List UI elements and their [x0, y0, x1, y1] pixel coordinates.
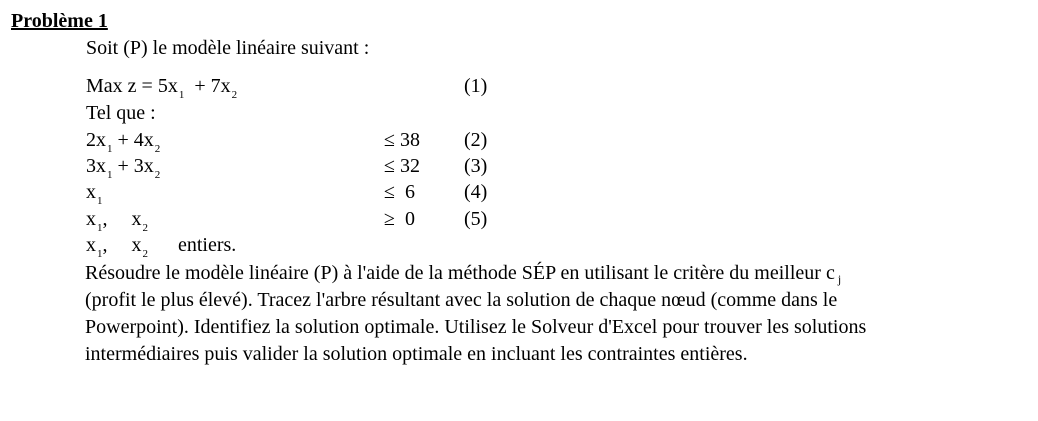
paragraph-line: (profit le plus élevé). Tracez l'arbre résultant avec la solution de chaque nœud (comme dans le — [85, 289, 838, 311]
constraint-expression — [86, 207, 148, 234]
equation-number: (5) — [464, 208, 488, 230]
constraint-relation: ≤ 32 — [384, 155, 420, 177]
constraint-expression — [86, 154, 160, 181]
integer-label: entiers. — [178, 234, 237, 256]
subscript: 2 — [154, 169, 161, 181]
term: 2x — [86, 129, 106, 151]
subscript: 1 — [107, 169, 113, 181]
constraint-relation: ≥ 0 — [384, 208, 415, 230]
term: 3x — [86, 155, 106, 177]
constraint-expression — [86, 233, 236, 260]
tel-que-text: Tel que : — [86, 102, 156, 124]
subscript: 1 — [97, 222, 103, 234]
constraint-relation: ≤ 38 — [384, 129, 420, 151]
equation-number: (1) — [464, 75, 488, 97]
paragraph-line — [85, 260, 985, 287]
term: + 3x — [112, 155, 154, 177]
instructions-paragraph — [85, 260, 985, 368]
subscript: 1 — [178, 89, 185, 101]
paragraph-line: intermédiaires puis valider la solution optimale en incluant les contraintes entières. — [85, 343, 748, 365]
constraint-relation: ≤ 6 — [384, 181, 415, 203]
objective-mid: + 7x — [184, 75, 231, 97]
equation-number: (4) — [464, 181, 488, 203]
subscript: 2 — [231, 89, 238, 101]
problem-title: Problème 1 — [11, 10, 108, 32]
paragraph-line: Powerpoint). Identifiez la solution optimale. Utilisez le Solveur d'Excel pour trouver les solutions — [85, 316, 867, 338]
term: x — [86, 208, 96, 230]
subscript: 2 — [142, 222, 148, 234]
term: x — [86, 181, 96, 203]
term: x — [131, 234, 142, 256]
subscript: 1 — [97, 248, 103, 260]
subscript: j — [837, 272, 842, 286]
separator: , — [102, 234, 108, 256]
objective-expression — [86, 74, 237, 101]
paragraph-text: Résoudre le modèle linéaire (P) à l'aide de la méthode SÉP en utilisant le critère du meilleur c — [85, 262, 835, 284]
subscript: 1 — [97, 195, 103, 207]
term: x — [86, 234, 96, 256]
objective-prefix: Max z = 5x — [86, 75, 178, 97]
tel-que-label — [86, 101, 156, 127]
term: x — [131, 208, 142, 230]
intro-text: Soit (P) le modèle linéaire suivant : — [86, 37, 370, 59]
equation-number: (3) — [464, 155, 488, 177]
subscript: 2 — [142, 248, 148, 260]
term: + 4x — [112, 129, 154, 151]
separator: , — [102, 208, 108, 230]
constraint-expression — [86, 128, 160, 155]
subscript: 1 — [107, 143, 113, 155]
equation-number: (2) — [464, 129, 488, 151]
constraint-expression — [86, 180, 103, 207]
subscript: 2 — [154, 143, 161, 155]
